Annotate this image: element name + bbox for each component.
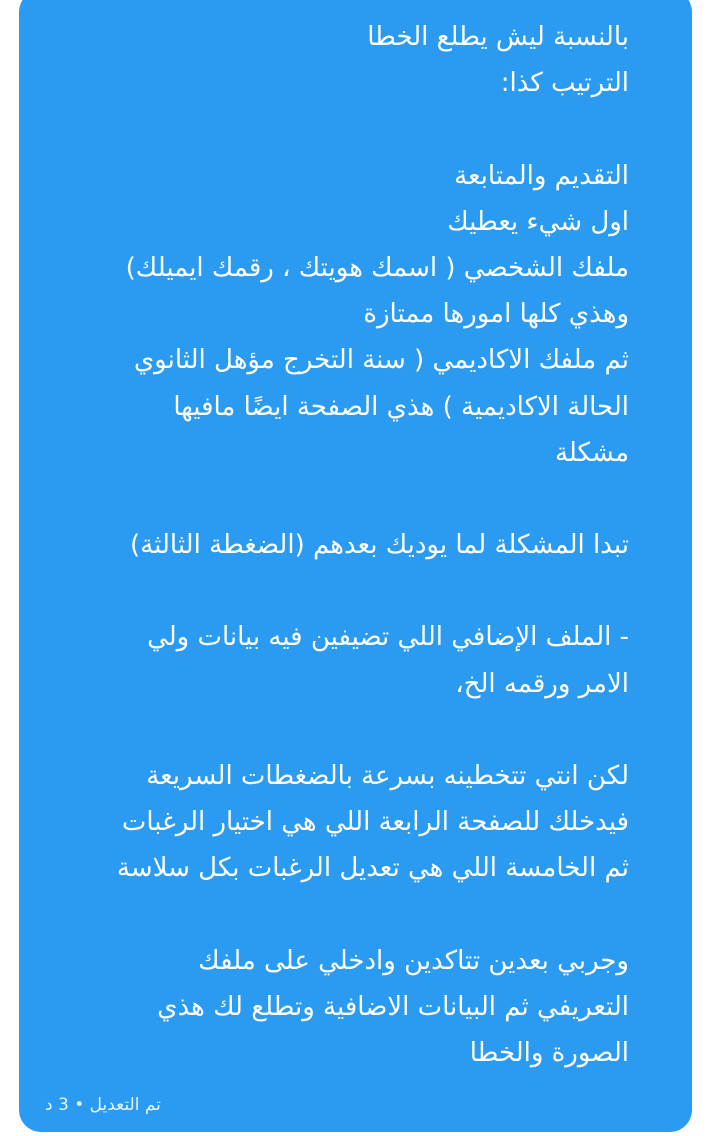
blank-line <box>0 568 629 614</box>
message-line: ملفك الشخصي ( اسمك هويتك ، رقمك ايميلك) <box>125 252 629 283</box>
message-meta <box>45 1093 161 1117</box>
blank-line <box>0 476 629 522</box>
message-line: التقديم والمتابعة <box>454 160 629 191</box>
message-line: بالنسبة ليش يطلع الخطا <box>367 22 629 52</box>
message-line: فيدخلك للصفحة الرابعة اللي هي اختيار الرغبات <box>121 807 629 838</box>
message-line: وهذي كلها امورها ممتازة <box>363 299 629 330</box>
message-line: لكن انتي تتخطينه بسرعة بالضغطات السريعة <box>146 761 629 791</box>
message-line: التعريفي ثم البيانات الاضافية وتطلع لك هذي <box>157 991 629 1022</box>
message-line: ثم ملفك الاكاديمي ( سنة التخرج مؤهل الثانوي <box>133 345 629 376</box>
message-bubble[interactable] <box>19 0 692 1132</box>
message-line: وجربي بعدين تتاكدين وادخلي على ملفك <box>198 945 629 976</box>
meta-separator: • <box>74 1095 85 1115</box>
blank-line <box>0 892 629 938</box>
message-time: 3 د <box>45 1095 69 1115</box>
message-line: اول شيء يعطيك <box>447 206 629 237</box>
message-line: ثم الخامسة اللي هي تعديل الرغبات بكل سلاسة <box>116 853 629 884</box>
edited-label: تم التعديل <box>89 1095 161 1115</box>
message-line: الحالة الاكاديمية ) هذي الصفحة ايضًا مافيها <box>173 391 629 422</box>
message-line: الامر ورقمه الخ، <box>455 668 629 699</box>
message-line: الترتيب كذا: <box>500 68 629 99</box>
message-line: - الملف الإضافي اللي تضيفين فيه بيانات ولي <box>147 622 629 653</box>
blank-line <box>0 707 629 753</box>
message-text <box>0 14 629 1076</box>
blank-line <box>0 106 629 152</box>
message-line: تبدا المشكلة لما يوديك بعدهم (الضغطة الثالثة) <box>130 530 629 561</box>
message-line: مشكلة <box>554 437 629 468</box>
message-line: الصورة والخطا <box>469 1038 629 1069</box>
